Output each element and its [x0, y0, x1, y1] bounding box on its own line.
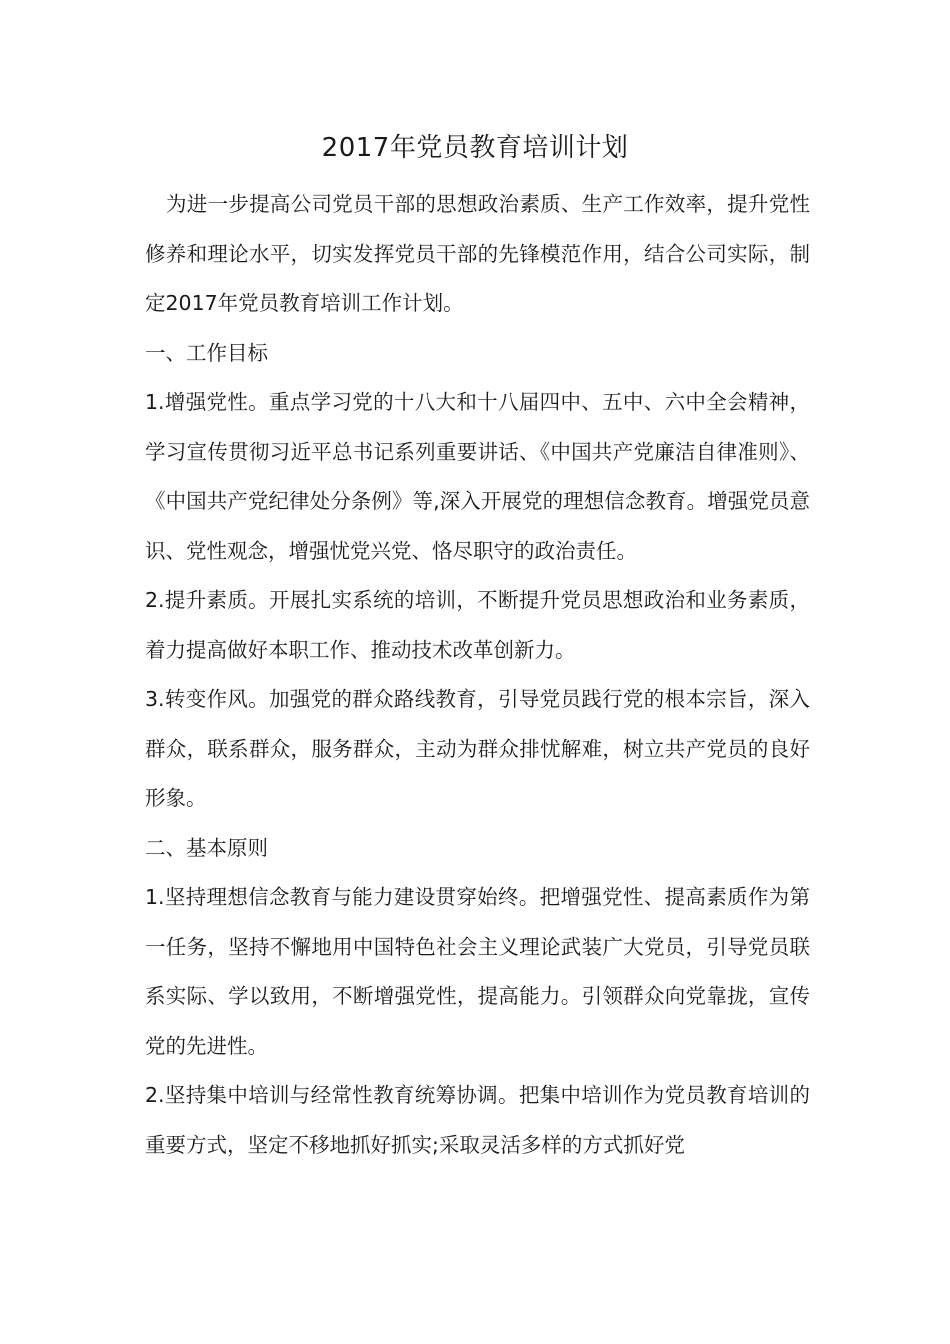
paragraph-principle-1: 1.坚持理想信念教育与能力建设贯穿始终。把增强党性、提高素质作为第一任务，坚持不懈地用中国特色社会主义理论武装广大党员，引导党员联系实际、学以致用，不断增强党性，提高能力。引领群众向党靠拢，宣传党的先进性。 [145, 885, 810, 1058]
paragraph-goal-2: 2.提升素质。开展扎实系统的培训，不断提升党员思想政治和业务素质，着力提高做好本职工作、推动技术改革创新力。 [145, 588, 810, 662]
paragraph-principle-2: 2.坚持集中培训与经常性教育统筹协调。把集中培训作为党员教育培训的重要方式，坚定不移地抓好抓实;采取灵活多样的方式抓好党 [145, 1083, 810, 1157]
paragraph-intro: 为进一步提高公司党员干部的思想政治素质、生产工作效率，提升党性修养和理论水平，切实发挥党员干部的先锋模范作用，结合公司实际，制定2017年党员教育培训工作计划。 [145, 192, 810, 315]
document-title: 2017年党员教育培训计划 [321, 133, 629, 163]
section-heading-goals: 一、工作目标 [145, 340, 268, 365]
paragraph-goal-3: 3.转变作风。加强党的群众路线教育，引导党员践行党的根本宗旨，深入群众，联系群众，服务群众，主动为群众排忧解难，树立共产党员的良好形象。 [145, 687, 810, 810]
paragraph-goal-1: 1.增强党性。重点学习党的十八大和十八届四中、五中、六中全会精神，学习宣传贯彻习近平总书记系列重要讲话、《中国共产党廉洁自律准则》、《中国共产党纪律处分条例》等,深入开展党的理想信念教育。增强党员意识、党性观念，增强忧党兴党、恪尽职守的政治责任。 [145, 390, 810, 563]
document-body [145, 180, 810, 1170]
section-heading-principles: 二、基本原则 [145, 835, 268, 860]
